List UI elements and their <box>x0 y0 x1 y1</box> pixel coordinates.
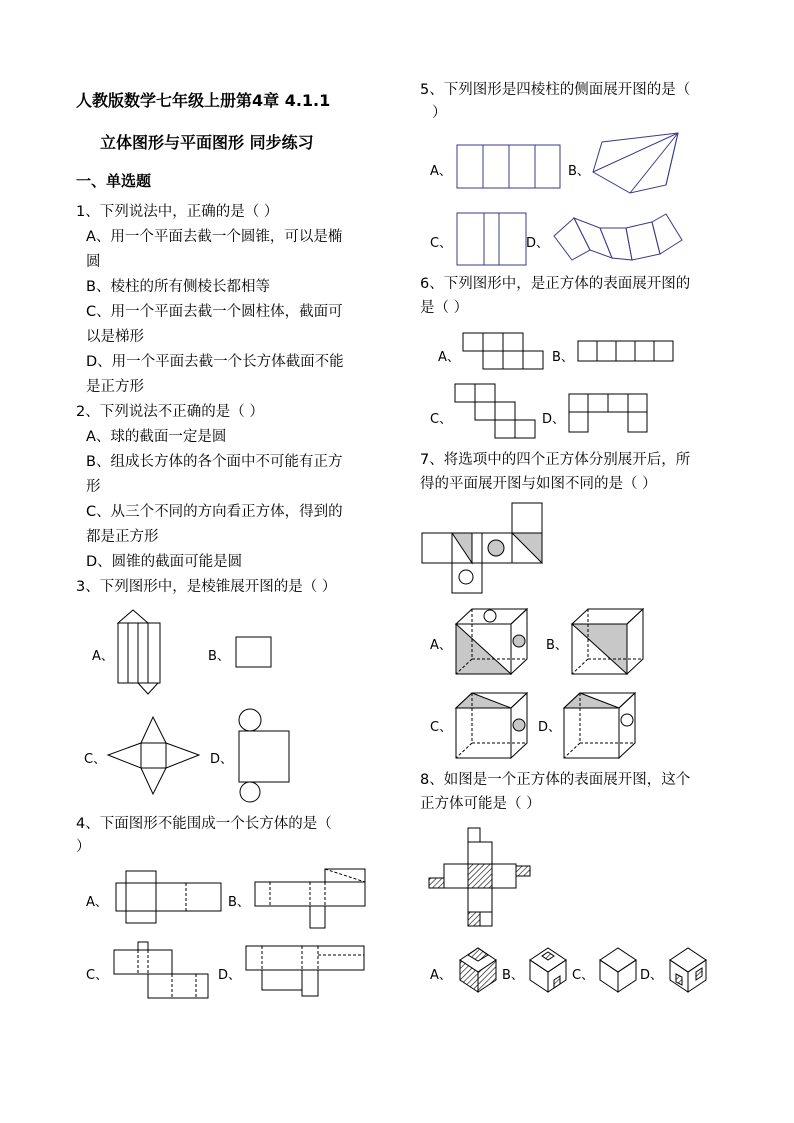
q1-option-a: A、用一个平面去截一个圆锥，可以是椭 <box>86 229 343 245</box>
q7-label-b: B、 <box>546 638 568 653</box>
q7-stem-cont: 得的平面展开图与如图不同的是（ ） <box>420 476 657 492</box>
q1-option-d-cont: 是正方形 <box>86 379 144 395</box>
q1-option-d: D、用一个平面去截一个长方体截面不能 <box>86 354 344 370</box>
q3-label-d: D、 <box>210 752 234 767</box>
q6-stem-cont: 是（ ） <box>420 300 469 316</box>
q8-label-c: C、 <box>572 968 595 983</box>
q8-cube-b <box>526 944 572 994</box>
q5-figure-d <box>550 210 686 270</box>
q3-figure-c <box>106 715 202 797</box>
q5-label-a: A、 <box>430 164 452 179</box>
q5-label-c: C、 <box>430 236 453 251</box>
q8-cube-a <box>456 944 502 994</box>
q3-figure-b <box>235 636 275 670</box>
q3-figure-d <box>236 708 294 804</box>
q1-stem: 1、下列说法中，正确的是（ ） <box>76 204 279 220</box>
q3-label-b: B、 <box>208 649 230 664</box>
q6-figure-b <box>576 340 676 364</box>
q3-label-c: C、 <box>84 752 107 767</box>
q7-label-d: D、 <box>538 720 562 735</box>
q6-figure-d <box>566 392 650 436</box>
q4-label-c: C、 <box>86 968 109 983</box>
q7-cube-c <box>452 690 534 762</box>
q2-option-c: C、从三个不同的方向看正方体，得到的 <box>86 504 343 520</box>
q5-figure-a <box>456 144 564 192</box>
q2-option-b: B、组成长方体的各个面中不可能有正方 <box>86 454 343 470</box>
q7-cube-b <box>568 606 650 678</box>
q2-stem: 2、下列说法不正确的是（ ） <box>76 404 264 420</box>
q2-option-c-cont: 都是正方形 <box>86 529 159 545</box>
q7-cube-d <box>560 690 642 762</box>
q8-label-b: B、 <box>502 968 524 983</box>
q7-net-figure <box>420 502 546 594</box>
q2-option-d: D、圆锥的截面可能是圆 <box>86 554 243 570</box>
q3-stem: 3、下列图形中，是棱锥展开图的是（ ） <box>76 579 337 595</box>
q4-stem-cont: ） <box>76 839 91 855</box>
q4-label-b: B、 <box>228 895 250 910</box>
q5-figure-c <box>456 212 530 268</box>
q8-label-d: D、 <box>640 968 664 983</box>
q5-label-b: B、 <box>568 164 590 179</box>
section-heading: 一、单选题 <box>76 172 152 190</box>
q4-figure-d <box>244 940 366 998</box>
q8-net-figure <box>426 826 532 930</box>
q3-label-a: A、 <box>92 649 114 664</box>
page-subtitle: 立体图形与平面图形 同步练习 <box>100 133 314 152</box>
q8-cube-c <box>596 944 642 994</box>
q8-label-a: A、 <box>430 968 452 983</box>
q5-label-d: D、 <box>526 236 550 251</box>
q7-label-a: A、 <box>430 638 452 653</box>
q4-label-a: A、 <box>86 895 108 910</box>
q6-label-b: B、 <box>552 350 574 365</box>
q8-stem-cont: 正方体可能是（ ） <box>420 796 541 812</box>
q6-label-d: D、 <box>542 412 566 427</box>
q7-stem: 7、将选项中的四个正方体分别展开后，所 <box>420 452 691 468</box>
q4-figure-b <box>252 866 368 930</box>
q3-figure-a <box>115 608 165 696</box>
q2-option-b-cont: 形 <box>86 479 101 495</box>
q1-option-c: C、用一个平面去截一个圆柱体，截面可 <box>86 304 343 320</box>
q1-option-b: B、棱柱的所有侧棱长都相等 <box>86 279 270 295</box>
page-title: 人教版数学七年级上册第4章 4.1.1 <box>76 91 331 110</box>
q4-figure-a <box>108 870 226 926</box>
q8-stem: 8、如图是一个正方体的表面展开图，这个 <box>420 772 691 788</box>
q6-label-c: C、 <box>430 412 453 427</box>
q4-figure-c <box>108 940 218 1004</box>
q8-cube-d <box>666 944 712 994</box>
q1-option-c-cont: 以是梯形 <box>86 329 144 345</box>
q6-figure-c <box>452 382 536 444</box>
q4-stem: 4、下面图形不能围成一个长方体的是（ <box>76 816 332 832</box>
q5-figure-b <box>590 130 684 196</box>
q5-stem-cont: ） <box>432 105 447 121</box>
q4-label-d: D、 <box>218 968 242 983</box>
q6-stem: 6、下列图形中，是正方体的表面展开图的 <box>420 276 691 292</box>
q6-label-a: A、 <box>438 350 460 365</box>
q1-option-a-cont: 圆 <box>86 254 101 270</box>
q5-stem: 5、下列图形是四棱柱的侧面展开图的是（ <box>420 82 691 98</box>
q7-label-c: C、 <box>430 720 453 735</box>
q6-figure-a <box>460 330 544 372</box>
q2-option-a: A、球的截面一定是圆 <box>86 429 227 445</box>
q7-cube-a <box>452 606 534 678</box>
